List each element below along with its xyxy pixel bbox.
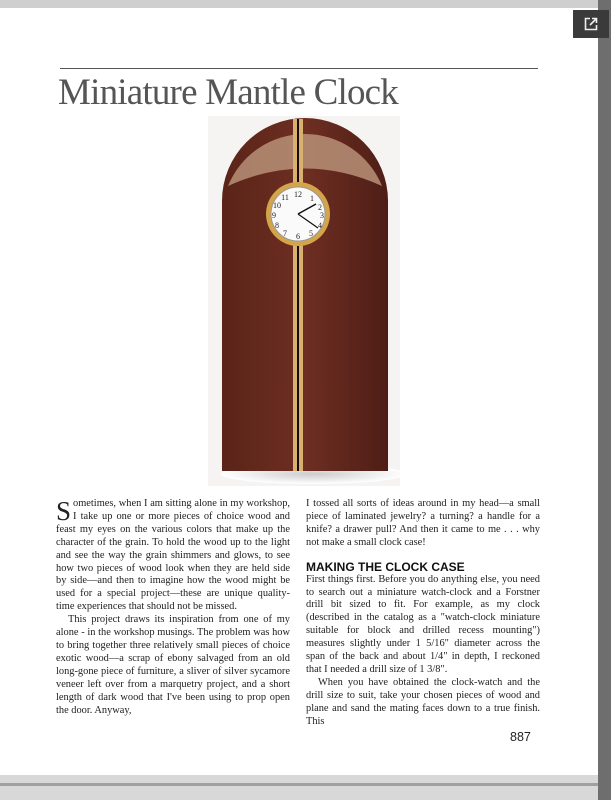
intro-paragraph: ometimes, when I am sitting alone in my workshop, I take up one or more pieces of choice wood and feast my eyes on the various colors that make up the character of the grain. To hold the wood up to the light and see the way the grain shimmers and glows, to see how two pieces of wood look when they are held side by side—and then to imagine how the wood might be used for a special project—these are unique quality-time experiences that should not be missed. xyxy=(56,498,290,613)
open-in-new-window-icon xyxy=(584,17,598,31)
paragraph: When you have obtained the clock-watch and the drill size to suit, take your chosen pieces of wood and plane and sand the mating faces down to a true finish. This xyxy=(306,676,540,727)
drop-cap: S xyxy=(56,496,72,526)
clock-photo xyxy=(208,116,400,486)
paragraph: I tossed all sorts of ideas around in my head—a small piece of laminated jewelry? a turning? a handle for a knife? a drawer pull? And then it came to me . . . why not make a small clock case! xyxy=(306,498,540,548)
svg-text:5: 5 xyxy=(309,229,313,238)
paragraph: This project draws its inspiration from one of my alone - in the workshop musings. The problem was how to bring together three relatively small pieces of choice exotic wood—a scrap of ebony salvaged from an old long-gone piece of furniture, a sliver of silver sycamore veneer left over from a marquetry project, and a short length of dark wood that I've been using to prop open the door. Anyway, xyxy=(56,614,290,716)
svg-text:2: 2 xyxy=(318,203,322,212)
svg-text:3: 3 xyxy=(320,211,324,220)
popout-button[interactable] xyxy=(573,10,609,38)
top-bar xyxy=(0,0,611,8)
svg-text:9: 9 xyxy=(272,211,276,220)
title-rule xyxy=(60,68,538,69)
page-gap xyxy=(0,775,598,800)
document-page xyxy=(0,8,598,775)
right-column xyxy=(306,498,540,729)
section-heading: MAKING THE CLOCK CASE xyxy=(306,559,465,574)
page-number: 887 xyxy=(510,730,531,744)
svg-text:8: 8 xyxy=(275,221,279,230)
paragraph: First things first. Before you do anything else, you need to search out a miniature watch-clock and a Forstner drill bit sized to fit. For example, as my clock (described in the catalog as a "watch-clock miniature suitable for block and drilled recess mounting") measures slightly under 1 5/16" diameter across the span of the back and about 1/4" in depth, I reckoned that I needed a drill size of 1 3/8". xyxy=(306,573,540,675)
svg-text:10: 10 xyxy=(273,201,281,210)
svg-text:11: 11 xyxy=(281,193,289,202)
svg-text:4: 4 xyxy=(318,221,322,230)
page-title: Miniature Mantle Clock xyxy=(58,72,398,113)
svg-text:1: 1 xyxy=(310,194,314,203)
svg-text:12: 12 xyxy=(294,190,302,199)
scrollbar[interactable] xyxy=(598,0,611,800)
svg-text:7: 7 xyxy=(283,229,287,238)
left-column xyxy=(56,498,290,717)
svg-text:6: 6 xyxy=(296,232,300,241)
